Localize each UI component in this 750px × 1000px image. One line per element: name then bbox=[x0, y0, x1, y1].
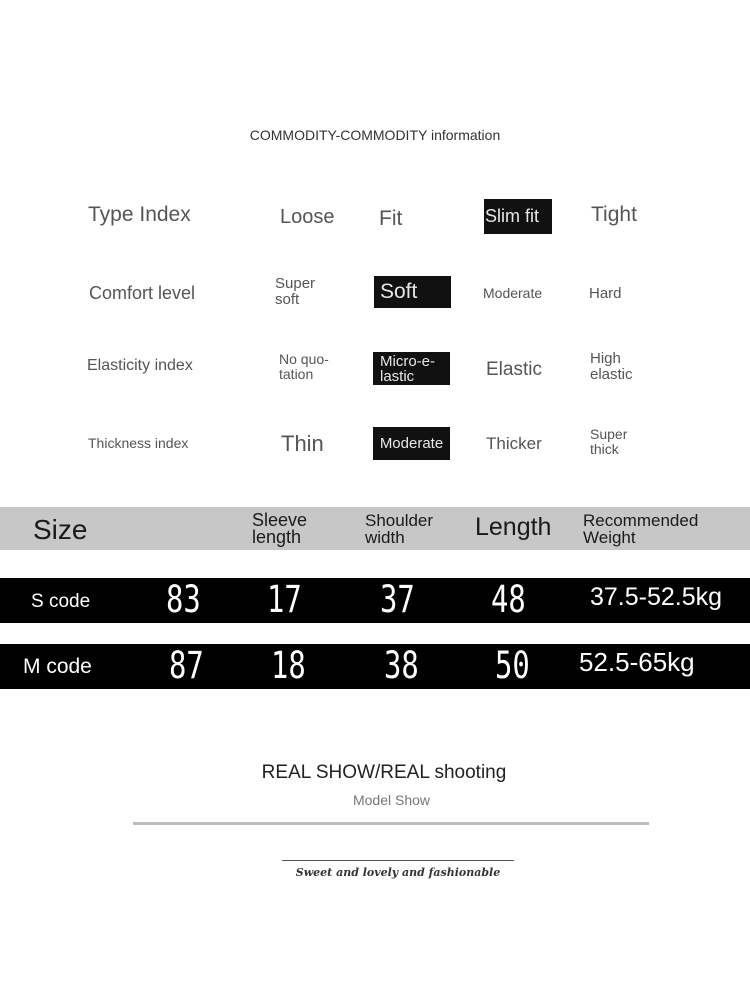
length-value: 50 bbox=[495, 644, 530, 687]
header-size: Size bbox=[33, 514, 88, 545]
tagline: Sweet and lovely and fashionable bbox=[295, 866, 501, 879]
divider-line bbox=[133, 822, 649, 825]
tagline-rule bbox=[282, 860, 514, 861]
header-recommended-weight: Recommended Weight bbox=[583, 511, 699, 547]
size-row-s bbox=[0, 578, 750, 623]
size-code: M code bbox=[23, 655, 92, 678]
thickness-option-super-thick: Super thick bbox=[590, 426, 628, 457]
thickness-index-label: Thickness index bbox=[88, 435, 189, 451]
section-title: COMMODITY-COMMODITY information bbox=[249, 127, 501, 143]
shoulder-width-value: 38 bbox=[384, 644, 419, 687]
header-sleeve-length: Sleeve length bbox=[252, 510, 308, 548]
comfort-option-soft-selected: Soft bbox=[374, 276, 451, 308]
recommended-weight-value: 37.5-52.5kg bbox=[590, 583, 723, 611]
elasticity-option-high-elastic: High elastic bbox=[590, 350, 633, 383]
size-code: S code bbox=[31, 591, 91, 612]
comfort-option-moderate: Moderate bbox=[483, 285, 543, 301]
type-option-tight: Tight bbox=[591, 203, 637, 226]
type-option-slim-fit-selected: Slim fit bbox=[484, 199, 552, 234]
comfort-level-label: Comfort level bbox=[89, 283, 196, 303]
length-value: 48 bbox=[491, 578, 526, 621]
model-show-subtitle: Model Show bbox=[352, 792, 431, 808]
elasticity-option-elastic: Elastic bbox=[486, 359, 542, 380]
thickness-option-moderate-selected: Moderate bbox=[373, 427, 450, 460]
header-length: Length bbox=[475, 513, 552, 541]
elasticity-index-label: Elasticity index bbox=[87, 357, 193, 374]
comfort-option-super-soft: Super soft bbox=[275, 275, 316, 308]
type-index-label: Type Index bbox=[88, 203, 191, 226]
type-option-loose: Loose bbox=[280, 206, 335, 228]
thickness-option-thicker: Thicker bbox=[486, 434, 542, 453]
elasticity-option-micro-elastic-selected: Micro-e-lastic bbox=[373, 352, 450, 385]
sleeve-length-value: 17 bbox=[267, 578, 302, 621]
comfort-option-hard: Hard bbox=[589, 285, 622, 302]
size-table-header bbox=[0, 507, 750, 550]
recommended-weight-value: 52.5-65kg bbox=[579, 647, 695, 677]
real-show-title: REAL SHOW/REAL shooting bbox=[261, 762, 507, 783]
elasticity-option-no-quotation: No quo-tation bbox=[279, 351, 329, 382]
shoulder-width-value: 37 bbox=[380, 578, 415, 621]
type-option-fit: Fit bbox=[379, 207, 403, 230]
sleeve-length-value: 18 bbox=[271, 644, 306, 687]
thickness-option-thin: Thin bbox=[281, 431, 324, 456]
size-value-col1: 83 bbox=[166, 578, 201, 621]
header-shoulder-width: Shoulder width bbox=[365, 511, 434, 547]
size-value-col1: 87 bbox=[169, 644, 204, 687]
size-row-m bbox=[0, 644, 750, 689]
